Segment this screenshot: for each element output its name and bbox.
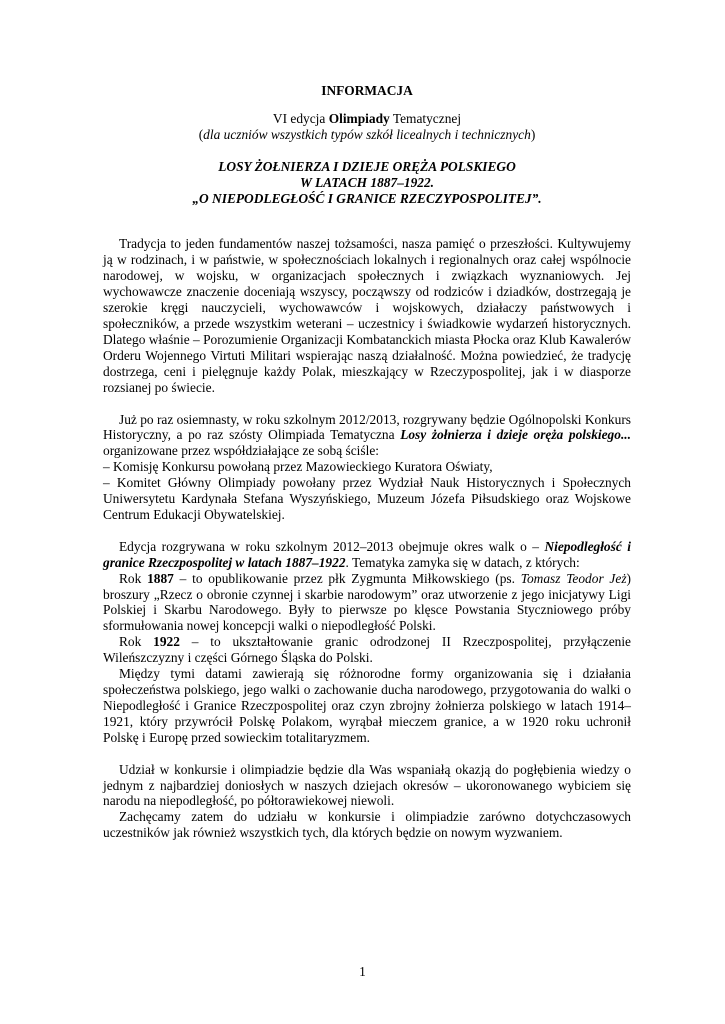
page-number: 1 [359, 964, 366, 979]
audience-close: ) [530, 126, 536, 142]
paragraph-between-dates: Między tymi datami zawierają się różnorodne formy organizowania się i działania społeczeństwa polskiego, jego walki o zachowanie ducha narodowego, przygotowania do walki o Niepodległość i Granice Rzeczpospolitej oraz czyn zbrojny żołnierza polskiego w latach 1914–1921, który przywrócił Polskę Polakom, wyrąbał mieczem granice, a w 1920 roku uchronił Polskę i Europę przed sowieckim totalitaryzmem. [103, 666, 631, 745]
p4-text-e: ) broszury „Rzecz o obronie czynnej i skarbie narodowym” oraz utworzenie z jego inicjatywy Ligi Polskiej i Skarbu Narodowego. Były to pierwsze po klęsce Powstania Styczniowego próby sformułowania nowej koncepcji walki o niepodległość Polski. [103, 570, 632, 634]
p3-text-c: . Tematyka zamyka się w datach, z których: [345, 554, 580, 570]
p3-text-a: Edycja rozgrywana w roku szkolnym 2012–2013 obejmuje okres walk o – [119, 538, 545, 554]
organizer-item-1: – Komisję Konkursu powołaną przez Mazowieckiego Kuratora Oświaty, [103, 459, 493, 475]
spacer [103, 746, 631, 762]
edition-line [103, 111, 631, 127]
spacer [103, 206, 631, 236]
spacer [103, 523, 631, 539]
p5-year: 1922 [153, 634, 180, 650]
p5-text-a: Rok [119, 634, 154, 650]
p3-theme: Niepodległość i granice Rzeczpospolitej w latach 1887–1922 [103, 538, 631, 570]
paragraph-year-1887 [103, 571, 631, 635]
paragraph-encouragement: Zachęcamy zatem do udziału w konkursie i olimpiadzie zarówno dotychczasowych uczestników jak również wszystkich tych, dla których będzie on nowym wyzwaniem. [103, 809, 631, 841]
p2-text-c: organizowane przez współdziałające ze sobą ściśle: [103, 443, 379, 459]
organizer-item-2: – Komitet Główny Olimpiady powołany przez Wydział Nauk Historycznych i Społecznych Uniwersytetu Kardynała Stefana Wyszyńskiego, Muzeum Józefa Piłsudskiego oraz Wojskowe Centrum Edukacji Obywatelskiej. [103, 475, 631, 522]
competition-heading-line2: W LATACH 1887–1922. [299, 174, 435, 190]
p2-competition-name: Losy żołnierza i dzieje oręża polskiego... [400, 427, 631, 443]
competition-heading-line3: „O NIEPODLEGŁOŚĆ I GRANICE RZECZYPOSPOLITEJ”. [192, 190, 542, 206]
paragraph-participation: Udział w konkursie i olimpiadzie będzie dla Was wspaniałą okazją do pogłębienia wiedzy o jednym z najbardziej doniosłych w naszych dziejach okresów – ukoronowanego wybiciem się narodu na niepodległość, po półtorawiekowej niewoli. [103, 761, 631, 809]
competition-heading-line1: LOSY ŻOŁNIERZA I DZIEJE ORĘŻA POLSKIEGO [218, 158, 516, 174]
document-content [103, 83, 631, 841]
paragraph-competition [103, 412, 631, 460]
paragraph-edition [103, 539, 631, 571]
p2-text-a: Już po raz osiemnasty, w roku szkolnym 2012/2013, rozgrywany będzie Ogólnopolski Konkurs Historyczny, a po raz szósty Olimpiada Tematyczna [103, 411, 631, 443]
p4-text-c: – to opublikowanie przez płk Zygmunta Miłkowskiego (ps. [173, 570, 521, 586]
edition-prefix: VI edycja [272, 110, 329, 126]
edition-suffix: Tematycznej [389, 110, 462, 126]
edition-bold: Olimpiady [328, 110, 390, 126]
spacer [103, 396, 631, 412]
paragraph-year-1922 [103, 634, 631, 666]
audience-text: dla uczniów wszystkich typów szkół licealnych i technicznych [203, 126, 531, 142]
p5-text-c: – to ukształtowanie granic odrodzonej II Rzeczpospolitej, przyłączenie Wileńszczyzny i części Górnego Śląska do Polski. [103, 634, 631, 666]
p4-year: 1887 [147, 570, 174, 586]
p4-pseudonym: Tomasz Teodor Jeż [520, 570, 627, 586]
audience-line [103, 127, 631, 143]
document-title: INFORMACJA [321, 83, 413, 98]
paragraph-tradition: Tradycja to jeden fundamentów naszej tożsamości, nasza pamięć o przeszłości. Kultywujemy ją w rodzinach, i w państwie, w społecznościach lokalnych i regionalnych oraz całej wspólnocie narodowej, w wojsku, w organizacjach społecznych i związkach wyznaniowych. Jej wychowawcze znaczenie doceniają wszyscy, począwszy od rodziców i dziadków, dostrzegają je szerokie kręgi nauczycieli, wychowawców i wojskowych, działaczy państwowych i społeczników, a przede wszystkim weterani – uczestnicy i świadkowie wydarzeń historycznych. Dlatego właśnie – Porozumienie Organizacji Kombatanckich miasta Płocka oraz Klub Kawalerów Orderu Wojennego Virtuti Militari wspierając naszą działalność. Można powiedzieć, że tradycję dostrzega, ceni i pielęgnuje każdy Polak, mieszkający w Rzeczypospolitej, jak i w diasporze rozsianej po świecie. [103, 236, 631, 395]
audience-open: ( [198, 126, 204, 142]
p4-text-a: Rok [119, 570, 148, 586]
